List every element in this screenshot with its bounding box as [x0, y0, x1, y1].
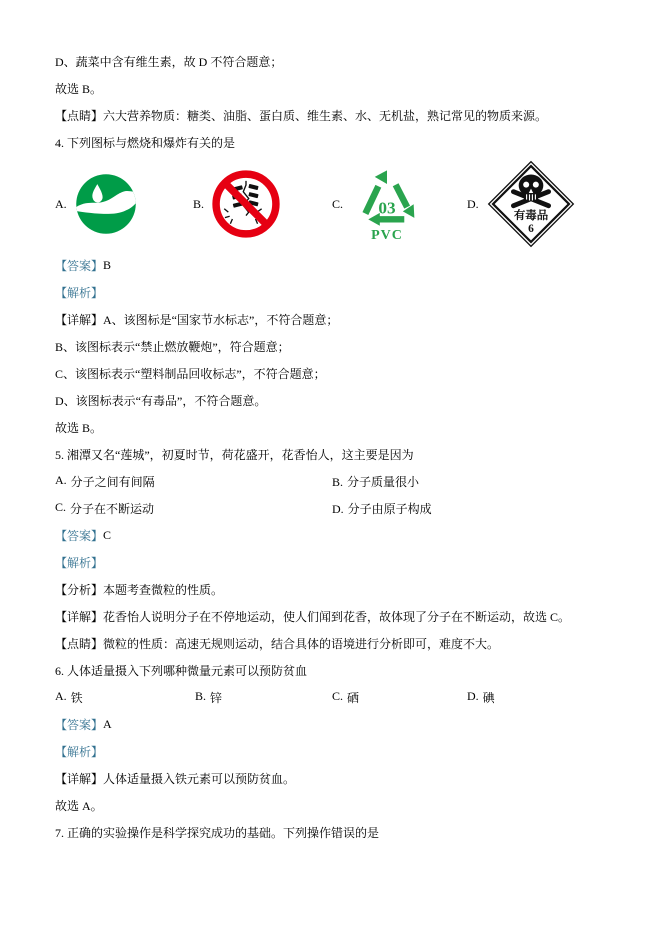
recycle-code-text: 03	[378, 198, 396, 218]
option-label: D.	[467, 689, 479, 703]
option-b-icon-block	[193, 170, 332, 238]
option-b-label: B.	[193, 196, 205, 211]
option-label: C.	[55, 500, 67, 514]
answer-marker: 【答案】	[55, 529, 104, 543]
q5-option-d	[332, 500, 432, 517]
question-6-stem	[55, 657, 651, 684]
q5-option-c	[55, 500, 332, 517]
analysis-marker: 【解析】	[55, 745, 104, 759]
prev-detail-d-line	[55, 48, 651, 75]
brief-text: 本题考查微粒的性质。	[103, 583, 224, 597]
q5-options-row-1	[55, 468, 651, 495]
q6-analysis-line	[55, 738, 651, 765]
option-text: 铁	[70, 691, 83, 705]
q5-brief-line	[55, 576, 651, 603]
conclusion-text: 故选 A。	[55, 799, 103, 813]
question-6-stem-text: 6. 人体适量摄入下列哪种微量元素可以预防贫血	[55, 664, 308, 678]
q5-option-b	[332, 473, 419, 490]
detail-text: A、该图标是“国家节水标志”，不符合题意；	[103, 313, 339, 327]
option-c-icon-block	[332, 166, 467, 243]
q4-detail-a-line	[55, 306, 651, 333]
question-4-icon-options	[55, 156, 651, 252]
no-fireworks-icon	[212, 170, 280, 238]
question-5-stem-text: 5. 湘潭又名“莲城”，初夏时节，荷花盛开，花香怡人，这主要是因为	[55, 448, 414, 462]
option-text: 硒	[347, 691, 360, 705]
brief-marker: 【分析】	[55, 583, 104, 597]
question-4-stem	[55, 129, 651, 156]
q4-detail-c-line	[55, 360, 651, 387]
option-text: 分子质量很小	[347, 475, 420, 489]
q4-detail-d-line	[55, 387, 651, 414]
conclusion-text: 故选 B。	[55, 421, 103, 435]
prev-tip-line	[55, 102, 651, 129]
tip-text: 六大营养物质：糖类、油脂、蛋白质、维生素、水、无机盐，熟记常见的物质来源。	[103, 109, 548, 123]
q5-option-a	[55, 473, 332, 490]
option-d-label: D.	[467, 196, 479, 211]
option-label: A.	[55, 473, 67, 487]
tip-text: 微粒的性质：高速无规则运动，结合具体的语境进行分析即可，难度不大。	[103, 637, 500, 651]
pvc-caption-text: PVC	[371, 227, 403, 243]
detail-marker: 【详解】	[55, 610, 104, 624]
option-d-icon-block	[467, 160, 651, 248]
pvc-recycling-icon	[351, 166, 423, 243]
detail-text: C、该图标表示“塑料制品回收标志”，不符合题意；	[55, 367, 326, 381]
q5-answer-line	[55, 522, 651, 549]
question-7-stem	[55, 819, 651, 846]
question-4-stem-text: 4. 下列图标与燃烧和爆炸有关的是	[55, 136, 236, 150]
option-text: 碘	[482, 691, 495, 705]
answer-value: C	[103, 528, 112, 542]
answer-value: B	[103, 258, 112, 272]
question-7-stem-text: 7. 正确的实验操作是科学探究成功的基础。下列操作错误的是	[55, 826, 380, 840]
detail-text: B、该图标表示“禁止燃放鞭炮”，符合题意；	[55, 340, 290, 354]
toxic-goods-icon	[487, 160, 575, 248]
analysis-marker: 【解析】	[55, 556, 104, 570]
q6-option-d	[467, 689, 651, 706]
q6-answer-line	[55, 711, 651, 738]
option-label: D.	[332, 502, 344, 516]
option-label: A.	[55, 689, 67, 703]
tip-marker: 【点睛】	[55, 637, 104, 651]
q6-conclusion-line	[55, 792, 651, 819]
q5-detail-line	[55, 603, 651, 630]
q6-detail-line	[55, 765, 651, 792]
detail-text: D、该图标表示“有毒品”，不符合题意。	[55, 394, 267, 408]
option-label: B.	[332, 475, 344, 489]
question-5-stem	[55, 441, 651, 468]
answer-marker: 【答案】	[55, 259, 104, 273]
option-a-icon-block	[55, 173, 193, 235]
q6-options-row	[55, 684, 651, 711]
option-label: B.	[195, 689, 207, 703]
detail-text: 花香怡人说明分子在不停地运动，使人们闻到花香，故体现了分子在不断运动，故选 C。	[103, 610, 571, 624]
detail-marker: 【详解】	[55, 313, 104, 327]
detail-marker: 【详解】	[55, 772, 104, 786]
conclusion-text: 故选 B。	[55, 82, 103, 96]
answer-value: A	[103, 717, 112, 731]
option-label: C.	[332, 689, 344, 703]
q6-option-a	[55, 689, 195, 706]
option-text: 锌	[210, 691, 223, 705]
q6-option-b	[195, 689, 332, 706]
q4-answer-line	[55, 252, 651, 279]
q5-tip-line	[55, 630, 651, 657]
q6-option-c	[332, 689, 467, 706]
option-c-label: C.	[332, 196, 344, 211]
option-text: 分子在不断运动	[70, 502, 155, 516]
hazard-class-number: 6	[527, 223, 534, 236]
option-text: 分子由原子构成	[347, 502, 432, 516]
recycling-triangle-icon	[351, 166, 423, 228]
toxic-label-text: 有毒品	[513, 209, 548, 222]
option-text: 分子之间有间隔	[70, 475, 155, 489]
q4-analysis-line	[55, 279, 651, 306]
option-a-label: A.	[55, 196, 67, 211]
water-saving-icon	[75, 173, 137, 235]
detail-text: D、蔬菜中含有维生素，故 D 不符合题意；	[55, 55, 283, 69]
q4-conclusion-line	[55, 414, 651, 441]
q5-options-row-2	[55, 495, 651, 522]
answer-marker: 【答案】	[55, 718, 104, 732]
prev-conclusion-line	[55, 75, 651, 102]
q5-analysis-line	[55, 549, 651, 576]
detail-text: 人体适量摄入铁元素可以预防贫血。	[103, 772, 296, 786]
tip-label: 【点睛】	[55, 109, 104, 123]
q4-detail-b-line	[55, 333, 651, 360]
analysis-marker: 【解析】	[55, 286, 104, 300]
